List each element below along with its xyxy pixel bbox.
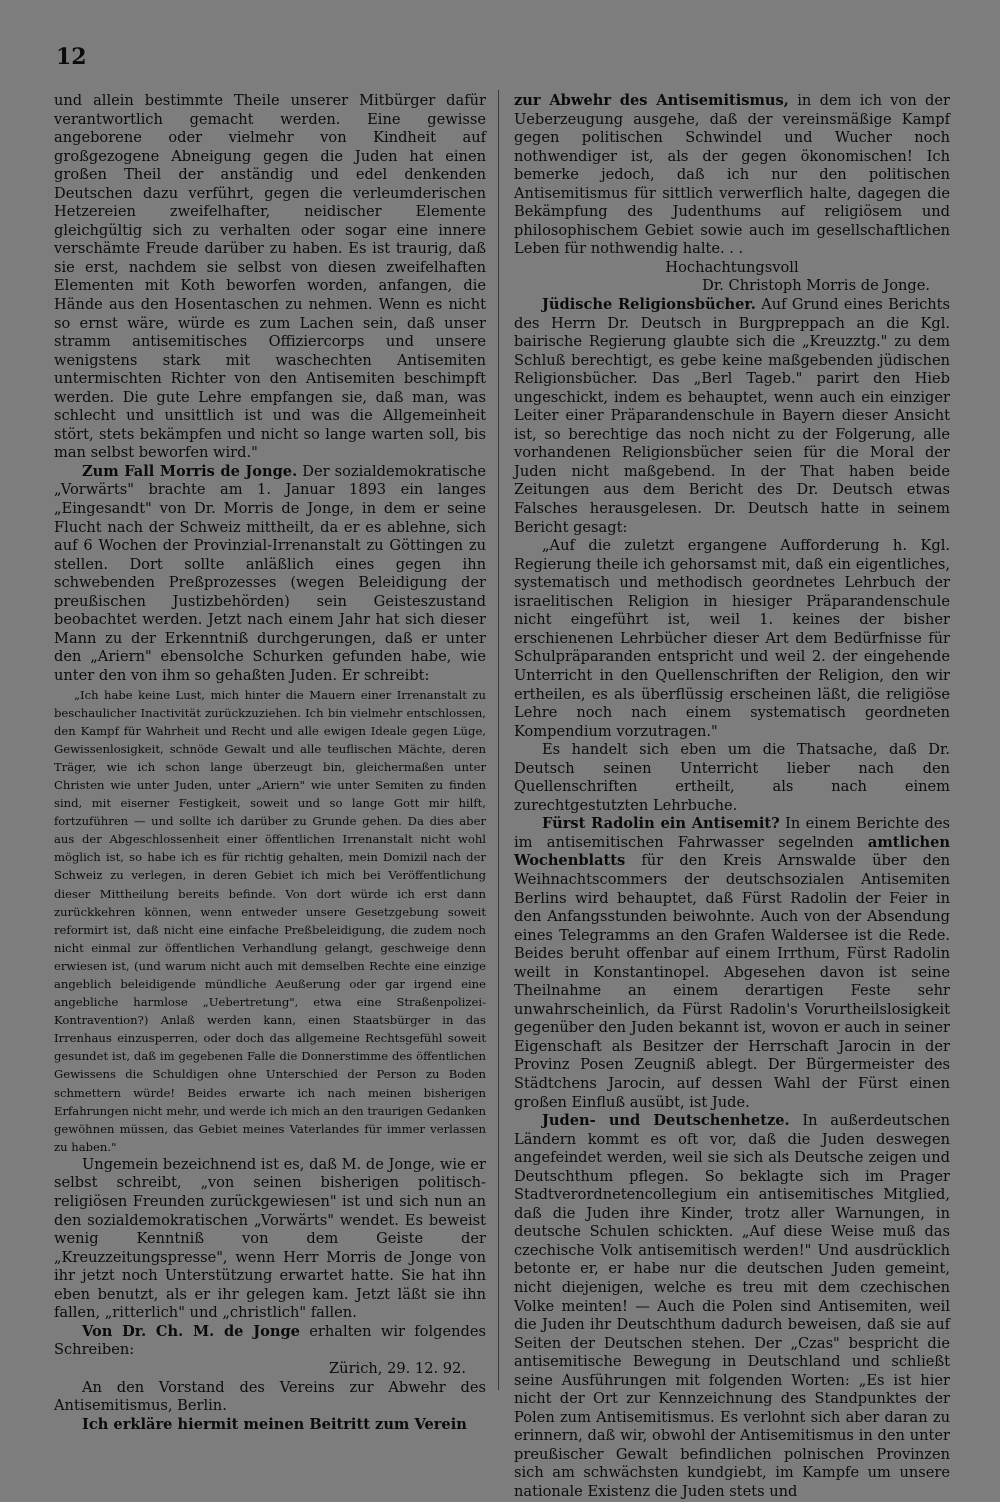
radolin-text-b: für den Kreis Arnswalde über den Weihnachtscommers der deutschsozialen Antisemiten Berlins wird behauptet, daß Fürst Radolin der Feier in den Anfangsstunden beiwohnte. Auch von der Absendung eines Telegramms an den Grafen Waldersee ist die Rede. Beides beruht offenbar auf einem Irrthum, Fürst Radolin weilt in Konstantinopel. Abgesehen davon ist seine Theilnahme an einem derartigen Feste sehr unwahrscheinlich, da Fürst Radolin's Vorurtheilslosigkeit gegenüber den Juden bekannt ist, wovon er auch in seiner Eigenschaft als Besitzer der Herrschaft Jarocin in der Provinz Posen Zeugniß ablegt. Der Bürgermeister des Städtchens Jarocin, auf dessen Wahl der Fürst einen großen Einfluß ausübt, ist Jude. <box>514 852 951 1111</box>
religion-paragraph <box>514 296 950 537</box>
religion-conclusion: Es handelt sich eben um die Thatsache, daß Dr. Deutsch seinen Unterricht lieber nach den Quellenschriften ertheilt, als nach einem zurechtgestutzten Lehrbuche. <box>514 741 950 814</box>
letter-closing: Hochachtungsvoll <box>665 258 799 276</box>
letter-signature: Dr. Christoph Morris de Jonge. <box>702 277 930 295</box>
column-divider <box>498 90 499 1390</box>
letter-bold-phrase: zur Abwehr des Antisemitismus, <box>514 92 789 109</box>
letter-continuation <box>514 92 950 259</box>
von-text: erhalten wir folgendes Schreiben: <box>54 1322 486 1359</box>
morris-text: Der sozialdemokratische „Vorwärts" brachte am 1. Januar 1893 ein langes „Eingesandt" von Dr. Morris de Jonge, in dem er seine Flucht nach der Schweiz mittheilt, da er es ablehne, sich auf 6 Wochen der Provinzial-Irrenanstalt zu Göttingen zu stellen. Dort sollte anläßlich eines gegen ihn schwebenden Preßprozesses (wegen Beleidigung der preußischen Justizbehörden) sein Geisteszustand beobachtet werden. Jetzt nach einem Jahr hat sich dieser Mann zu der Erkenntniß durchgerungen, daß er unter den „Ariern" ebensolche Schurken gefunden habe, wie unter den von ihm so gehaßten Juden. Er schreibt: <box>54 462 486 684</box>
page-number: 12 <box>56 44 87 70</box>
von-paragraph <box>54 1323 486 1360</box>
morris-paragraph <box>54 463 486 686</box>
article-continuation: und allein bestimmte Theile unserer Mitbürger dafür verantwortlich gemacht werden. Eine gewisse angeborene oder vielmehr von Kindheit auf großgezogene Abneigung gegen die Juden hat einen großen Theil der anständig und edel denkenden Deutschen dazu verführt, gegen die verleumderischen Hetzereien zweifelhafter, neidischer Elemente gleichgültig sich zu verhalten oder sogar eine innere verschämte Freude darüber zu haben. Es ist traurig, daß sie erst, nachdem sie selbst von diesen zweifelhaften Elementen mit Koth beworfen worden, anfangen, die Hände aus den Hosentaschen zu nehmen. Wenn es nicht so ernst wäre, würde es zum Lachen sein, daß unser stramm antisemitisches Offiziercorps und unsere wenigstens stark mit waschechten Antisemiten untermischten Richter von den Antisemiten beschimpft werden. Die gute Lehre empfangen sie, daß man, was schlecht und unsittlich ist und was die Allgemeinheit stört, stets bekämpfen und nicht so lange warten soll, bis man selbst beworfen wird." <box>54 92 486 462</box>
radolin-heading: Fürst Radolin ein Antisemit? <box>542 815 780 833</box>
right-column <box>514 92 951 1501</box>
left-column <box>54 92 486 1433</box>
address: An den Vorstand des Vereins zur Abwehr des Antisemitismus, Berlin. <box>54 1378 486 1415</box>
hetze-text: In außerdeutschen Ländern kommt es oft vor, daß die Juden deswegen angefeindet werden, weil sie sich als Deutsche zeigen und Deutschthum pflegen. So beklagte sich im Prager Stadtverordnetencollegium ein antisemitisches Mitglied, daß die Juden ihre Kinder, trotz aller Warnungen, in deutsche Schulen schickten. „Auf diese Weise muß das czechische Volk antisemitisch werden!" Und ausdrücklich betonte er, er habe nur die deutschen Juden gemeint, nicht diejenigen, welche es treu mit dem czechischen Volke meinten! — Auch die Polen sind Antisemiten, weil die Juden ihr Deutschthum dadurch beweisen, daß sie auf Seiten der Deutschen stehen. Der „Czas" bespricht die antisemitische Bewegung in Deutschland und schließt seine Ausführungen mit folgenden Worten: „Es ist hier nicht der Ort zur Kennzeichnung des Standpunktes der Polen zum Antisemitismus. Es verlohnt sich aber daran zu erinnern, daß wir, obwohl der Antisemitismus in den unter preußischer Gewalt befindlichen polnischen Provinzen sich am schwächsten kundgiebt, im Kampfe um unsere nationale Existenz die Juden stets und <box>514 1112 951 1501</box>
religion-text: Auf Grund eines Berichts des Herrn Dr. Deutsch in Burgpreppach an die Kgl. bairische Regierung glaubte sich die „Kreuzztg." zu dem Schluß berechtigt, es gebe keine maßgebenden jüdischen Religionsbücher. Das „Berl Tageb." parirt den Hieb ungeschickt, indem es behauptet, wenn auch ein einziger Leiter einer Präparandenschule in Bayern dieser Ansicht ist, so berechtige das noch nicht zu der Folgerung, alle vorhandenen Religionsbücher seien für die Moral der Juden nicht maßgebend. In der That haben beide Zeitungen aus dem Bericht des Dr. Deutsch etwas Falsches herausgelesen. Dr. Deutsch hatte in seinem Bericht gesagt: <box>514 296 951 536</box>
radolin-paragraph <box>514 815 950 1112</box>
hetze-paragraph <box>514 1112 950 1501</box>
radolin-text-a: In einem Berichte des im antisemitischen Fahrwasser segelnden <box>514 815 950 851</box>
ungemein-paragraph: Ungemein bezeichnend ist es, daß M. de Jonge, wie er selbst schreibt, „von seinen bisherigen politisch-religiösen Freunden zurückgewiesen" ist und sich nun an den sozialdemokratischen „Vorwärts" wendet. Es beweist wenig Kenntniß von dem Geiste der „Kreuzzeitungspresse", wenn Herr Morris de Jonge von ihr jetzt noch Unterstützung erwartet hatte. Sie hat ihn eben benutzt, als er ihr gelegen kam. Jetzt läßt sie ihn fallen, „ritterlich" und „christlich" fallen. <box>54 1155 486 1322</box>
religion-heading: Jüdische Religionsbücher. <box>542 296 756 314</box>
dateline: Zürich, 29. 12. 92. <box>329 1359 466 1377</box>
hetze-heading: Juden- und Deutschenhetze. <box>542 1112 790 1130</box>
declaration: Ich erkläre hiermit meinen Beitritt zum Verein <box>82 1415 467 1433</box>
morris-quote: „Ich habe keine Lust, mich hinter die Mauern einer Irrenanstalt zu beschaulicher Inactivität zurückzuziehen. Ich bin vielmehr entschlossen, den Kampf für Wahrheit und Recht und alle ewigen Ideale gegen Lüge, Gewissenlosigkeit, schnöde Gewalt und alle teuflischen Mächte, deren Träger, wie ich schon lange überzeugt bin, gleichermaßen unter Christen wie unter Juden, unter „Ariern" wie unter Semiten zu finden sind, mit eiserner Festigkeit, soweit und so lange Gott mir hilft, fortzuführen — und sollte ich darüber zu Grunde gehen. Da dies aber aus der Abgeschlossenheit einer öffentlichen Irrenanstalt nicht wohl möglich ist, so habe ich es für richtig gehalten, mein Domizil nach der Schweiz zu verlegen, in deren Gebiet ich mich bei Veröffentlichung dieser Mittheilung bereits befinde. Von dort würde ich erst dann zurückkehren können, wenn entweder unsere Gesetzgebung soweit reformirt ist, daß nicht eine einfache Preßbeleidigung, die zudem noch nicht einmal zur öffentlichen Verhandlung gelangt, geschweige denn erwiesen ist, (und warum nicht auch mit demselben Rechte eine einzige angeblich beleidigende mündliche Aeußerung oder gar irgend eine angebliche harmlose „Uebertretung", etwa eine Straßenpolizei-Kontravention?) Anlaß werden kann, einen Staatsbürger in das Irrenhaus einzusperren, oder doch das allgemeine Rechtsgefühl soweit gesundet ist, daß im gegebenen Falle die Donnerstimme des öffentlichen Gewissens die Schuldigen ohne Unterschied der Person zu Boden schmettern würde! Beides erwarte ich nach meinen bisherigen Erfahrungen nicht mehr, und werde ich mich an den traurigen Gedanken gewöhnen müssen, das Gebiet meines Vaterlandes für immer verlassen zu haben." <box>54 687 486 1154</box>
letter-text: in dem ich von der Ueberzeugung ausgehe, daß der vereinsmäßige Kampf gegen politischen Schwindel und Wucher noch nothwendiger ist, als der gegen ökonomischen! Ich bemerke jedoch, daß ich nur den politischen Antisemitismus für sittlich verwerflich halte, dagegen die Bekämpfung des Judenthums auf religiösem und philosophischem Gebiet sowie auch im gesellschaftlichen Leben für nothwendig halte. . . <box>514 92 951 258</box>
religion-quote: „Auf die zuletzt ergangene Aufforderung h. Kgl. Regierung theile ich gehorsamst mit, daß ein eigentliches, systematisch und methodisch geordnetes Lehrbuch der israelitischen Religion in hiesiger Präparandenschule nicht eingeführt ist, weil 1. keines der bisher erschienenen Lehrbücher dieser Art dem Bedürfnisse für Schulpräparanden entspricht und weil 2. der eingehende Unterricht in den Quellenschriften der Religion, den wir ertheilen, es als überflüssig erscheinen läßt, die religiöse Lehre noch nach einem systematisch geordneten Kompendium vorzutragen." <box>514 537 950 740</box>
von-heading: Von Dr. Ch. M. de Jonge <box>82 1322 300 1340</box>
morris-heading: Zum Fall Morris de Jonge. <box>82 462 298 480</box>
radolin-bold-phrase: amtlichen Wochenblatts <box>514 833 950 870</box>
